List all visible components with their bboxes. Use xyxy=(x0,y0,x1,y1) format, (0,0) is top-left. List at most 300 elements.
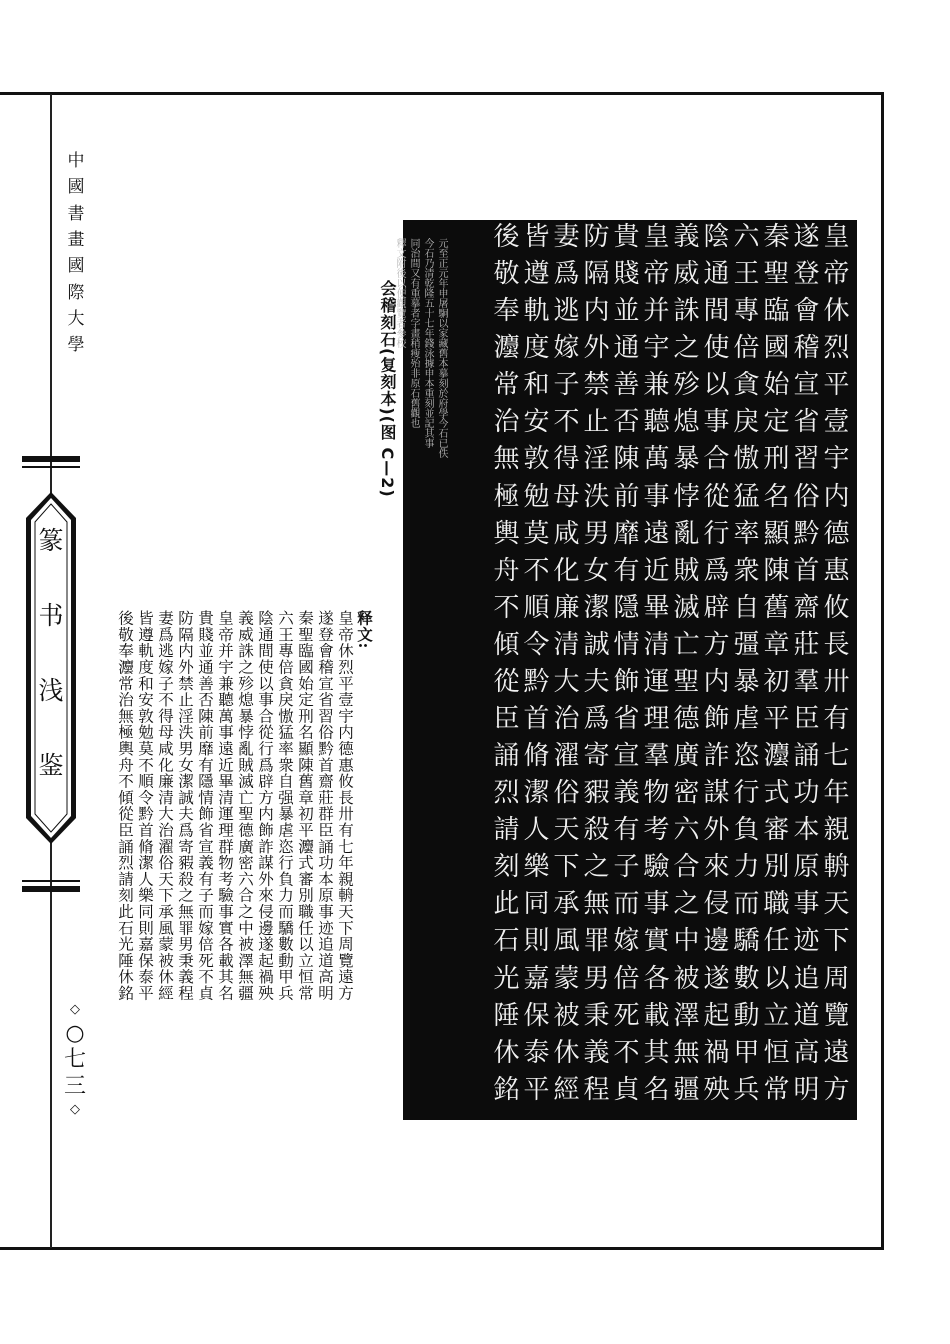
inscription-glyph: 稽 xyxy=(793,333,820,364)
inscription-glyph: 覽 xyxy=(823,1000,850,1031)
inscription-glyph: 明 xyxy=(793,1074,820,1105)
inscription-glyph: 前 xyxy=(613,481,640,512)
inscription-glyph: 首 xyxy=(793,555,820,586)
inscription-glyph: 羣 xyxy=(643,741,670,772)
inscription-glyph: 甲 xyxy=(733,1037,760,1068)
inscription-glyph: 事 xyxy=(703,407,730,438)
inscription-glyph: 爲 xyxy=(583,704,610,735)
inscription-column xyxy=(492,224,521,1114)
inscription-glyph: 以 xyxy=(763,963,790,994)
inscription-glyph: 威 xyxy=(673,259,700,290)
inscription-glyph: 不 xyxy=(613,1037,640,1068)
inscription-glyph: 並 xyxy=(613,296,640,327)
inscription-glyph: 樂 xyxy=(523,852,550,883)
inscription-glyph: 常 xyxy=(493,370,520,401)
inscription-glyph: 登 xyxy=(793,259,820,290)
page-number-digits xyxy=(64,1021,86,1100)
inscription-glyph: 殃 xyxy=(703,1074,730,1105)
inscription-glyph: 誦 xyxy=(493,741,520,772)
inscription-glyph: 刻 xyxy=(493,852,520,883)
inscription-glyph: 敬 xyxy=(493,259,520,290)
inscription-glyph: 詐 xyxy=(703,741,730,772)
inscription-glyph: 親 xyxy=(823,815,850,846)
inscription-glyph: 禁 xyxy=(583,370,610,401)
inscription-glyph: 使 xyxy=(703,333,730,364)
inscription-glyph: 天 xyxy=(823,889,850,920)
inscription-glyph: 有 xyxy=(823,704,850,735)
inscription-glyph: 疆 xyxy=(673,1074,700,1105)
inscription-glyph: 戾 xyxy=(733,407,760,438)
inscription-glyph: 方 xyxy=(823,1074,850,1105)
transcription-label: 释文: xyxy=(355,610,374,650)
inscription-glyph: 義 xyxy=(613,778,640,809)
inscription-glyph: 軌 xyxy=(523,296,550,327)
inscription-glyph: 會 xyxy=(793,296,820,327)
transcription-column: 皇帝休烈平壹宇内德惠攸長卅有七年親輈天下周覽遠方 xyxy=(336,610,354,1002)
inscription-glyph: 程 xyxy=(583,1074,610,1105)
inscription-glyph: 萬 xyxy=(643,444,670,475)
page-number-char: 三 xyxy=(63,1073,86,1099)
inscription-glyph: 人 xyxy=(523,815,550,846)
inscription-glyph: 理 xyxy=(643,704,670,735)
inscription-glyph: 澤 xyxy=(673,1000,700,1031)
inscription-glyph: 和 xyxy=(523,370,550,401)
inscription-glyph: 同 xyxy=(523,889,550,920)
inscription-glyph: 輈 xyxy=(823,852,850,883)
inscription-glyph: 義 xyxy=(583,1037,610,1068)
transcription-column: 貴賤並通善否陳前靡有隱情飾省宣義有子而嫁倍死不貞 xyxy=(196,610,214,1002)
stone-rubbing-image xyxy=(394,220,857,1120)
inscription-glyph: 行 xyxy=(703,518,730,549)
inscription-glyph: 有 xyxy=(613,815,640,846)
figure-caption: 会稽刻石(复刻本)(图 C—2) xyxy=(378,280,397,498)
school-name-char: 際 xyxy=(67,282,85,303)
transcription-column: 秦聖臨國始定刑名顯陳舊章初平灋式審別職任以立恒常 xyxy=(296,610,314,1002)
inscription-glyph: 義 xyxy=(673,222,700,252)
inscription-glyph: 數 xyxy=(733,963,760,994)
inscription-glyph: 邊 xyxy=(703,926,730,957)
inscription-glyph: 壹 xyxy=(823,407,850,438)
rubbing-colophon xyxy=(394,238,447,1098)
inscription-glyph: 省 xyxy=(793,407,820,438)
inscription-glyph: 濯 xyxy=(553,741,580,772)
inscription-column xyxy=(792,224,821,1114)
inscription-glyph: 奉 xyxy=(493,296,520,327)
inscription-column xyxy=(702,224,731,1114)
inscription-glyph: 近 xyxy=(643,555,670,586)
inscription-glyph: 通 xyxy=(613,333,640,364)
inscription-glyph: 安 xyxy=(523,407,550,438)
school-name-char: 書 xyxy=(67,203,85,224)
inscription-glyph: 禍 xyxy=(703,1037,730,1068)
inscription-glyph: 高 xyxy=(793,1037,820,1068)
inscription-glyph: 考 xyxy=(643,815,670,846)
inscription-glyph: 誅 xyxy=(673,296,700,327)
inscription-glyph: 別 xyxy=(763,852,790,883)
inscription-glyph: 宣 xyxy=(793,370,820,401)
inscription-glyph: 風 xyxy=(553,926,580,957)
inscription-glyph: 臣 xyxy=(793,704,820,735)
inscription-glyph: 遠 xyxy=(643,518,670,549)
inscription-column xyxy=(732,224,761,1114)
inscription-column xyxy=(552,224,581,1114)
inscription-glyph: 追 xyxy=(793,963,820,994)
inscription-glyph: 咸 xyxy=(553,518,580,549)
page-number-char: ○ xyxy=(65,1020,85,1046)
inscription-glyph: 淫 xyxy=(583,444,610,475)
inscription-glyph: 宇 xyxy=(823,444,850,475)
inscription-glyph: 猛 xyxy=(733,481,760,512)
inscription-glyph: 外 xyxy=(583,333,610,364)
inscription-glyph: 莫 xyxy=(523,518,550,549)
inscription-glyph: 廉 xyxy=(553,592,580,623)
inscription-glyph: 德 xyxy=(823,518,850,549)
inscription-glyph: 亂 xyxy=(673,518,700,549)
inscription-glyph: 陰 xyxy=(703,222,730,252)
school-name-char: 學 xyxy=(67,335,85,356)
inscription-glyph: 母 xyxy=(553,481,580,512)
inscription-glyph: 陳 xyxy=(763,555,790,586)
inscription-glyph: 平 xyxy=(523,1074,550,1105)
inscription-glyph: 極 xyxy=(493,481,520,512)
inscription-glyph: 年 xyxy=(823,778,850,809)
transcription-column: 後敬奉灋常治無極輿舟不傾從臣誦烈請刻此石光陲休銘 xyxy=(116,610,134,1002)
frame-top-border xyxy=(0,92,884,95)
inscription-glyph: 國 xyxy=(763,333,790,364)
inscription-glyph: 石 xyxy=(493,926,520,957)
inscription-glyph: 皇 xyxy=(643,222,670,252)
inscription-glyph: 莊 xyxy=(793,629,820,660)
inscription-glyph: 倍 xyxy=(613,963,640,994)
inscription-glyph: 無 xyxy=(493,444,520,475)
inscription-glyph: 章 xyxy=(763,629,790,660)
inscription-glyph: 齋 xyxy=(793,592,820,623)
inscription-glyph: 遂 xyxy=(793,222,820,252)
inscription-column xyxy=(672,224,701,1114)
inscription-glyph: 平 xyxy=(823,370,850,401)
inscription-glyph: 潔 xyxy=(523,778,550,809)
inscription-glyph: 暴 xyxy=(733,666,760,697)
inscription-glyph: 臣 xyxy=(493,704,520,735)
inscription-glyph: 廣 xyxy=(673,741,700,772)
inscription-glyph: 則 xyxy=(523,926,550,957)
inscription-glyph: 經 xyxy=(553,1074,580,1105)
inscription-glyph: 事 xyxy=(643,481,670,512)
inscription-glyph: 殺 xyxy=(583,815,610,846)
inscription-glyph: 悖 xyxy=(673,481,700,512)
inscription-glyph: 聖 xyxy=(673,666,700,697)
inscription-glyph: 逃 xyxy=(553,296,580,327)
inscription-column xyxy=(522,224,551,1114)
inscription-glyph: 之 xyxy=(583,852,610,883)
cartouche-bottom-bar xyxy=(22,880,80,882)
inscription-glyph: 始 xyxy=(763,370,790,401)
inscription-glyph: 虐 xyxy=(733,704,760,735)
inscription-glyph: 亡 xyxy=(673,629,700,660)
inscription-glyph: 潔 xyxy=(583,592,610,623)
inscription-glyph: 慠 xyxy=(733,444,760,475)
book-title xyxy=(24,528,78,828)
colophon-line: 同治間又有重摹者字畫稍瘦殆非原石舊觀也 xyxy=(408,238,419,428)
inscription-glyph: 脩 xyxy=(523,741,550,772)
inscription-glyph: 令 xyxy=(523,629,550,660)
transcription-column: 陰通間使以事合從行爲辟方内飾詐謀外來侵邊遂起禍殃 xyxy=(256,610,274,1002)
cartouche-top-bar-2 xyxy=(22,466,80,468)
transcription-column: 妻爲逃嫁子不得母咸化廉清大治濯俗天下承風蒙被休經 xyxy=(156,610,174,1002)
inscription-glyph: 事 xyxy=(643,889,670,920)
inscription-column xyxy=(762,224,791,1114)
inscription-glyph: 起 xyxy=(703,1000,730,1031)
inscription-glyph: 俗 xyxy=(553,778,580,809)
cartouche-top-bar xyxy=(22,456,80,462)
school-name xyxy=(66,148,86,359)
school-name-char: 畫 xyxy=(67,230,85,251)
diamond-mark-bottom: ◇ xyxy=(70,1101,80,1117)
school-name-char: 國 xyxy=(67,177,85,198)
inscription-glyph: 天 xyxy=(553,815,580,846)
inscription-glyph: 休 xyxy=(553,1037,580,1068)
inscription-glyph: 嘉 xyxy=(523,963,550,994)
inscription-glyph: 灋 xyxy=(493,333,520,364)
inscription-glyph: 否 xyxy=(613,407,640,438)
inscription-glyph: 舊 xyxy=(763,592,790,623)
inscription-glyph: 力 xyxy=(733,852,760,883)
inscription-glyph: 之 xyxy=(673,333,700,364)
inscription-glyph: 任 xyxy=(763,926,790,957)
inscription-glyph: 熄 xyxy=(673,407,700,438)
inscription-glyph: 貪 xyxy=(733,370,760,401)
inscription-glyph: 豭 xyxy=(583,778,610,809)
inscription-glyph: 飾 xyxy=(703,704,730,735)
inscription-glyph: 秉 xyxy=(583,1000,610,1031)
inscription-glyph: 無 xyxy=(583,889,610,920)
inscription-glyph: 罪 xyxy=(583,926,610,957)
inscription-glyph: 通 xyxy=(703,259,730,290)
inscription-glyph: 貴 xyxy=(613,222,640,252)
inscription-glyph: 遂 xyxy=(703,963,730,994)
transcription-column: 六王專倍貪戾慠猛率衆自强暴虐恣行負力而驕數動甲兵 xyxy=(276,610,294,1002)
inscription-glyph: 不 xyxy=(493,592,520,623)
inscription-glyph: 合 xyxy=(703,444,730,475)
inscription-glyph: 化 xyxy=(553,555,580,586)
inscription-glyph: 負 xyxy=(733,815,760,846)
inscription-glyph: 動 xyxy=(733,1000,760,1031)
inscription-glyph: 功 xyxy=(793,778,820,809)
inscription-glyph: 靡 xyxy=(613,518,640,549)
inscription-glyph: 事 xyxy=(793,889,820,920)
inscription-glyph: 周 xyxy=(823,963,850,994)
inscription-glyph: 治 xyxy=(553,704,580,735)
inscription-glyph: 率 xyxy=(733,518,760,549)
inscription-glyph: 兵 xyxy=(733,1074,760,1105)
inscription-glyph: 度 xyxy=(523,333,550,364)
inscription-glyph: 妻 xyxy=(553,222,580,252)
transcription-column: 遂登會稽宣省習俗黔首齋莊群臣誦功本原事迹追道高明 xyxy=(316,610,334,1002)
inscription-glyph: 道 xyxy=(793,1000,820,1031)
inscription-glyph: 本 xyxy=(793,815,820,846)
inscription-glyph: 首 xyxy=(523,704,550,735)
inscription-glyph: 其 xyxy=(643,1037,670,1068)
inscription-glyph: 陳 xyxy=(613,444,640,475)
inscription-glyph: 敦 xyxy=(523,444,550,475)
inscription-glyph: 從 xyxy=(703,481,730,512)
inscription-glyph: 遵 xyxy=(523,259,550,290)
inscription-glyph: 下 xyxy=(553,852,580,883)
inscription-glyph: 俗 xyxy=(793,481,820,512)
inscription-glyph: 有 xyxy=(613,555,640,586)
inscription-glyph: 被 xyxy=(673,963,700,994)
inscription-glyph: 王 xyxy=(733,259,760,290)
inscription-glyph: 黔 xyxy=(793,518,820,549)
rubbing-inscription xyxy=(492,224,851,1114)
transcription-column: 皆遵軌度和安敦勉莫不順令黔首脩潔人樂同則嘉保泰平 xyxy=(136,610,154,1002)
inscription-glyph: 自 xyxy=(733,592,760,623)
inscription-glyph: 定 xyxy=(763,407,790,438)
inscription-glyph: 此 xyxy=(493,889,520,920)
inscription-glyph: 不 xyxy=(553,407,580,438)
inscription-glyph: 遠 xyxy=(823,1037,850,1068)
inscription-glyph: 隱 xyxy=(613,592,640,623)
inscription-glyph: 順 xyxy=(523,592,550,623)
inscription-glyph: 保 xyxy=(523,1000,550,1031)
inscription-column xyxy=(642,224,671,1114)
inscription-glyph: 彊 xyxy=(733,629,760,660)
inscription-glyph: 畢 xyxy=(643,592,670,623)
inscription-glyph: 之 xyxy=(673,889,700,920)
inscription-glyph: 賊 xyxy=(673,555,700,586)
inscription-glyph: 内 xyxy=(823,481,850,512)
book-title-char: 浅 xyxy=(38,676,64,705)
inscription-glyph: 蒙 xyxy=(553,963,580,994)
inscription-column xyxy=(582,224,611,1114)
inscription-glyph: 間 xyxy=(703,296,730,327)
inscription-glyph: 爲 xyxy=(703,555,730,586)
inscription-glyph: 勉 xyxy=(523,481,550,512)
inscription-glyph: 攸 xyxy=(823,592,850,623)
inscription-glyph: 顯 xyxy=(763,518,790,549)
inscription-glyph: 帝 xyxy=(823,259,850,290)
inscription-glyph: 實 xyxy=(643,926,670,957)
inscription-glyph: 誠 xyxy=(583,629,610,660)
inscription-glyph: 止 xyxy=(583,407,610,438)
inscription-glyph: 嫁 xyxy=(553,333,580,364)
inscription-glyph: 輿 xyxy=(493,518,520,549)
inscription-glyph: 下 xyxy=(823,926,850,957)
inscription-glyph: 專 xyxy=(733,296,760,327)
inscription-glyph: 名 xyxy=(763,481,790,512)
inscription-glyph: 六 xyxy=(673,815,700,846)
inscription-glyph: 宣 xyxy=(613,741,640,772)
inscription-glyph: 職 xyxy=(763,889,790,920)
transcription-block xyxy=(112,610,374,1130)
inscription-glyph: 男 xyxy=(583,963,610,994)
inscription-glyph: 長 xyxy=(823,629,850,660)
inscription-glyph: 習 xyxy=(793,444,820,475)
inscription-glyph: 休 xyxy=(493,1037,520,1068)
inscription-glyph: 而 xyxy=(613,889,640,920)
book-title-char: 书 xyxy=(38,601,64,630)
inscription-glyph: 清 xyxy=(553,629,580,660)
inscription-glyph: 六 xyxy=(733,222,760,252)
inscription-glyph: 情 xyxy=(613,629,640,660)
inscription-glyph: 以 xyxy=(703,370,730,401)
inscription-glyph: 迹 xyxy=(793,926,820,957)
inscription-glyph: 聽 xyxy=(643,407,670,438)
inscription-glyph: 殄 xyxy=(673,370,700,401)
colophon-line: 元至正元年申屠駉以家藏舊本摹刻於府學今石已佚 xyxy=(436,238,447,458)
inscription-glyph: 男 xyxy=(583,518,610,549)
book-title-char: 鉴 xyxy=(38,751,64,780)
inscription-glyph: 辟 xyxy=(703,592,730,623)
inscription-glyph: 内 xyxy=(583,296,610,327)
inscription-glyph: 子 xyxy=(613,852,640,883)
inscription-glyph: 内 xyxy=(703,666,730,697)
colophon-line: 今石乃清乾隆五十七年錢泳據申本重刻並記其事 xyxy=(422,238,433,448)
inscription-glyph: 帝 xyxy=(643,259,670,290)
inscription-glyph: 飾 xyxy=(613,666,640,697)
inscription-glyph: 得 xyxy=(553,444,580,475)
inscription-column xyxy=(822,224,851,1114)
inscription-glyph: 惠 xyxy=(823,555,850,586)
transcription-column: 皇帝并宇兼聽萬事遠近畢清運理群物考驗事實各載其名 xyxy=(216,610,234,1002)
inscription-column xyxy=(612,224,641,1114)
inscription-glyph: 式 xyxy=(763,778,790,809)
school-name-char: 大 xyxy=(67,309,85,330)
book-title-char: 篆 xyxy=(38,526,64,555)
inscription-glyph: 立 xyxy=(763,1000,790,1031)
inscription-glyph: 衆 xyxy=(733,555,760,586)
inscription-glyph: 中 xyxy=(673,926,700,957)
school-name-char: 國 xyxy=(67,256,85,277)
inscription-glyph: 平 xyxy=(763,704,790,735)
inscription-glyph: 侵 xyxy=(703,889,730,920)
inscription-glyph: 謀 xyxy=(703,778,730,809)
inscription-glyph: 德 xyxy=(673,704,700,735)
book-title-cartouche xyxy=(24,488,78,848)
inscription-glyph: 從 xyxy=(493,666,520,697)
inscription-glyph: 貞 xyxy=(613,1074,640,1105)
inscription-glyph: 泆 xyxy=(583,481,610,512)
inscription-glyph: 爲 xyxy=(553,259,580,290)
inscription-glyph: 秦 xyxy=(763,222,790,252)
inscription-glyph: 外 xyxy=(703,815,730,846)
inscription-glyph: 倍 xyxy=(733,333,760,364)
inscription-glyph: 舟 xyxy=(493,555,520,586)
inscription-glyph: 夫 xyxy=(583,666,610,697)
inscription-glyph: 陲 xyxy=(493,1000,520,1031)
inscription-glyph: 各 xyxy=(643,963,670,994)
inscription-glyph: 被 xyxy=(553,1000,580,1031)
inscription-glyph: 不 xyxy=(523,555,550,586)
inscription-glyph: 驕 xyxy=(733,926,760,957)
inscription-glyph: 暴 xyxy=(673,444,700,475)
inscription-glyph: 恣 xyxy=(733,741,760,772)
inscription-glyph: 皇 xyxy=(823,222,850,252)
inscription-glyph: 無 xyxy=(673,1037,700,1068)
inscription-glyph: 密 xyxy=(673,778,700,809)
inscription-glyph: 請 xyxy=(493,815,520,846)
inscription-glyph: 刑 xyxy=(763,444,790,475)
inscription-glyph: 銘 xyxy=(493,1074,520,1105)
diamond-mark-top: ◇ xyxy=(70,1002,80,1017)
inscription-glyph: 方 xyxy=(703,629,730,660)
inscription-glyph: 宇 xyxy=(643,333,670,364)
inscription-glyph: 而 xyxy=(733,889,760,920)
inscription-glyph: 烈 xyxy=(823,333,850,364)
inscription-glyph: 驗 xyxy=(643,852,670,883)
inscription-glyph: 誦 xyxy=(793,741,820,772)
inscription-glyph: 原 xyxy=(793,852,820,883)
